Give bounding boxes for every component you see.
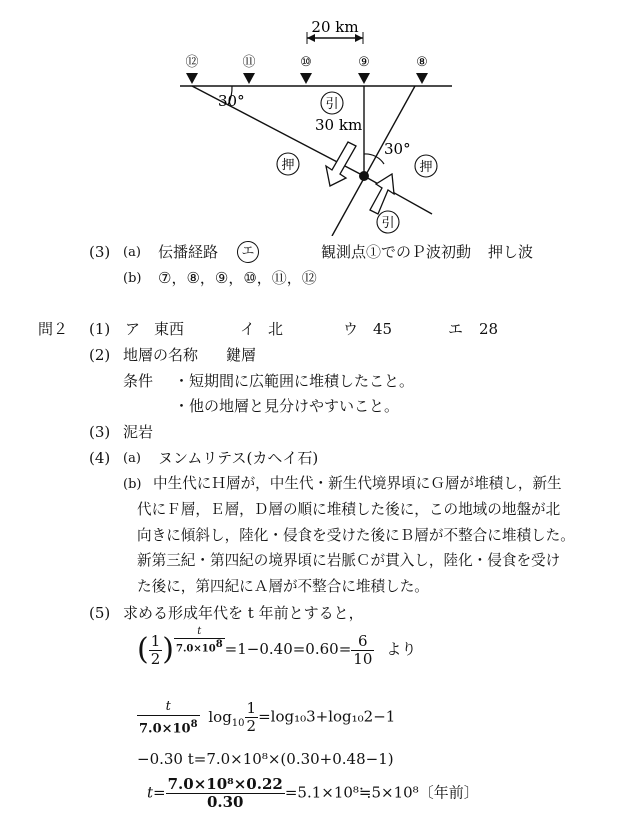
q2-4-b-line: 新第三紀・第四紀の境界頃に岩脈Ｃが貫入し，陸化・侵食を受け xyxy=(137,552,561,569)
q2-1-e-value: 28 xyxy=(479,320,499,338)
q3-path-value: エ xyxy=(237,241,259,263)
q3-b-label: (b) xyxy=(123,271,142,286)
q2-5-number: (5) xyxy=(89,604,111,622)
q2-4-b-line: 中生代にＨ層が，中生代・新生代境界頃にＧ層が堆積し，新生 xyxy=(153,475,562,492)
q2-1-a-key: ア xyxy=(125,320,141,338)
q2-4-a-value: ヌンムリテス(カヘイ石) xyxy=(158,449,319,467)
q2-4-b-label: (b) xyxy=(123,477,142,492)
q2-1-a-value: 東西 xyxy=(154,320,185,338)
q3-a-label: (a) xyxy=(123,245,141,260)
station-8-label: ⑧ xyxy=(416,55,428,70)
q2-1-u-value: 45 xyxy=(373,320,393,338)
eq4-rest: =5.1×10⁸≒5×10⁸〔年前〕 xyxy=(284,783,479,802)
q2-1-i-key: イ xyxy=(240,320,256,338)
station-11-label: ⑪ xyxy=(242,55,256,70)
station-10-label: ⑩ xyxy=(300,55,312,70)
station-9-label: ⑨ xyxy=(358,55,370,70)
hollow-arrow-right xyxy=(370,174,394,214)
q2-3-number: (3) xyxy=(89,423,111,441)
q2-5-intro: 求める形成年代を t 年前とすると， xyxy=(123,604,364,622)
q3-path-label: 伝播経路 xyxy=(158,243,219,261)
hollow-arrow-left xyxy=(326,142,356,186)
q2-4-number: (4) xyxy=(89,449,111,467)
eq1-rest: =1−0.40=0.60= xyxy=(224,640,352,658)
station-marker xyxy=(416,73,428,84)
angle-left-label: 30° xyxy=(218,92,245,110)
station-marker xyxy=(186,73,198,84)
q2-2-name-label: 地層の名称 xyxy=(123,346,199,364)
eq1-frac-den: 10 xyxy=(353,649,373,668)
equation-2: $\frac{t}{7.0\times 10^8}$ $\log_{10}$ $\frac{1}{2}$ =log₁₀3+log₁₀2−1 xyxy=(139,699,396,737)
q2-2-cond-label: 条件 xyxy=(123,372,154,390)
q2-2-cond-1: ・短期間に広範囲に堆積したこと。 xyxy=(174,372,415,390)
fault-diagram xyxy=(170,14,460,236)
q2-4-b-line: 代にＦ層，Ｅ層，Ｄ層の順に堆積した後に，この地域の地盤が北 xyxy=(137,501,561,518)
q2-2-number: (2) xyxy=(89,346,111,364)
station-marker xyxy=(358,73,370,84)
q2-2-cond-2: ・他の地層と見分けやすいこと。 xyxy=(174,397,400,415)
q3-obs-label: 観測点①でのＰ波初動 xyxy=(321,243,472,261)
eq4-frac-den: 0.30 xyxy=(206,793,244,811)
equation-1: ( $\frac{1}{2}$ ) $\frac{t}{7.0\times 10^8}$ =1−0.40=0.60= $\frac{6}{10}$ より xyxy=(137,626,417,668)
q2-4-b-line: た後に，第四紀にＡ層が不整合に堆積した。 xyxy=(137,578,429,595)
q3-obs-value: 押し波 xyxy=(488,243,534,261)
q2-title: 問２ xyxy=(38,320,69,338)
equation-4: t= $\frac{\text{7.0×10⁸×0.22}}{0.30}$ =5.1×10⁸≒5×10⁸〔年前〕 xyxy=(147,775,479,811)
eq1-yori: より xyxy=(386,640,417,658)
eq4-frac-num: 7.0×10⁸×0.22 xyxy=(167,775,283,793)
push-label-right: 押 xyxy=(419,160,433,175)
q2-2-name-value: 鍵層 xyxy=(226,346,257,364)
angle-right-label: 30° xyxy=(384,140,411,158)
equation-3: −0.30 t=7.0×10⁸×(0.30+0.48−1) xyxy=(137,750,394,768)
depth-label: 30 km xyxy=(315,116,363,134)
q2-4-a-label: (a) xyxy=(123,451,141,466)
station-marker xyxy=(300,73,312,84)
station-12-label: ⑫ xyxy=(185,55,199,70)
eq1-frac-num: 6 xyxy=(351,633,374,651)
q3-number: (3) xyxy=(89,243,111,261)
q2-1-i-value: 北 xyxy=(268,320,284,338)
q2-4-b-line: 向きに傾斜し，陸化・侵食を受けた後にＢ層が不整合に堆積した。 xyxy=(137,527,575,544)
station-marker xyxy=(243,73,255,84)
q3-b-value: ⑦，⑧，⑨，⑩，⑪，⑫ xyxy=(158,269,317,287)
push-label-left: 押 xyxy=(281,158,295,173)
pull-label-top: 引 xyxy=(325,97,339,112)
q2-1-e-key: エ xyxy=(448,320,464,338)
q2-3-value: 泥岩 xyxy=(123,423,154,441)
hypocenter-dot xyxy=(359,171,369,181)
q2-1-number: (1) xyxy=(89,320,111,338)
pull-label-bottom: 引 xyxy=(381,216,395,231)
eq2-rest: =log₁₀3+log₁₀2−1 xyxy=(258,707,396,726)
distance-label: 20 km xyxy=(311,18,359,36)
q2-1-u-key: ウ xyxy=(343,320,359,338)
